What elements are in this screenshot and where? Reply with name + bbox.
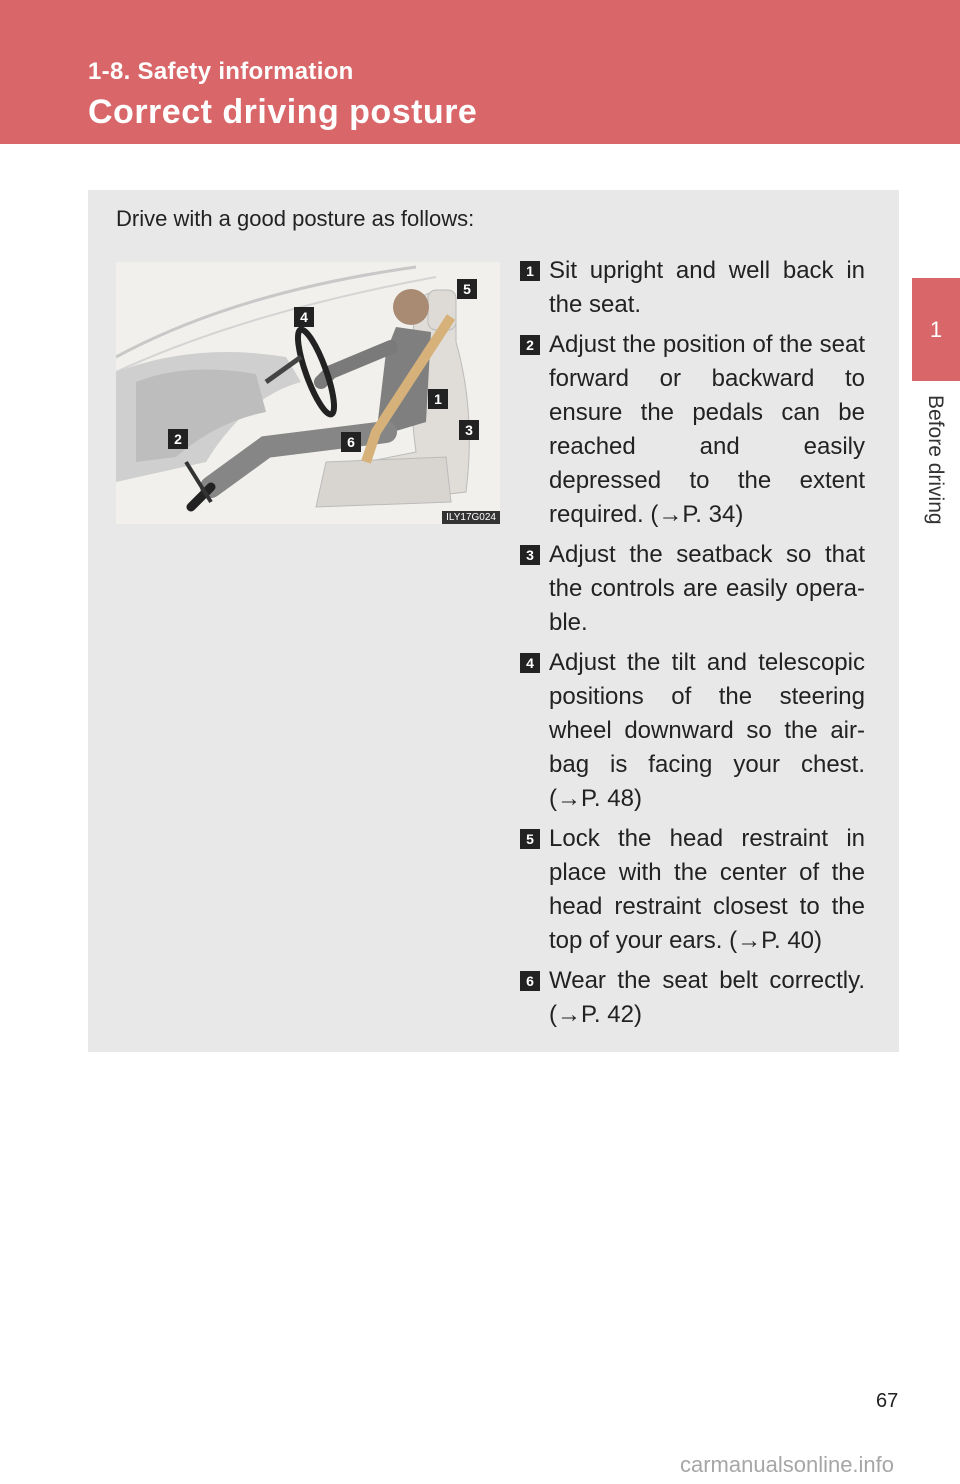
content-panel xyxy=(88,190,899,1052)
callout-4: 4 xyxy=(300,309,308,325)
step-text: Sit upright and well back in the seat. xyxy=(549,257,865,318)
chapter-tab[interactable] xyxy=(912,278,960,381)
chapter-number: 1 xyxy=(929,316,943,342)
page-title: Correct driving posture xyxy=(88,93,478,131)
posture-illustration xyxy=(116,262,500,524)
step-badge: 1 xyxy=(520,261,540,281)
posture-steps xyxy=(520,254,865,1038)
watermark[interactable]: carmanualsonline.info xyxy=(680,1452,895,1477)
step-badge: 3 xyxy=(520,545,540,565)
driver-seat-drawing xyxy=(116,262,500,524)
callout-6: 6 xyxy=(347,434,355,450)
list-item xyxy=(520,822,865,958)
step-text: Lock the head restraint in place with the center of the head restraint closest to the top of your ears. (→P. 40) xyxy=(549,825,865,954)
intro-text: Drive with a good posture as follows: xyxy=(116,206,475,231)
callout-5: 5 xyxy=(463,281,471,297)
list-item xyxy=(520,328,865,532)
step-badge: 2 xyxy=(520,335,540,355)
list-item xyxy=(520,646,865,816)
chapter-label: Before driving xyxy=(924,395,947,525)
step-text: Adjust the seatback so that the controls are easily opera-ble. xyxy=(549,541,865,636)
page-number: 67 xyxy=(876,1390,899,1412)
list-item xyxy=(520,964,865,1032)
step-badge: 4 xyxy=(520,653,540,673)
section-label: 1-8. Safety information xyxy=(88,58,354,85)
step-text: Adjust the position of the seat forward or backward to ensure the pedals can be reached and easily depressed to the extent required. (→P. 34) xyxy=(549,331,865,528)
list-item xyxy=(520,254,865,322)
step-badge: 6 xyxy=(520,971,540,991)
step-text: Wear the seat belt correctly. (→P. 42) xyxy=(549,967,865,1028)
step-badge: 5 xyxy=(520,829,540,849)
page-header xyxy=(0,0,960,144)
callout-1: 1 xyxy=(434,391,442,407)
callout-2: 2 xyxy=(174,431,182,447)
figure-code: ILY17G024 xyxy=(442,511,500,524)
step-text: Adjust the tilt and telescopic positions of the steering wheel downward so the air-bag is facing your chest. (→P. 48) xyxy=(549,649,865,812)
list-item xyxy=(520,538,865,640)
callout-3: 3 xyxy=(465,422,473,438)
